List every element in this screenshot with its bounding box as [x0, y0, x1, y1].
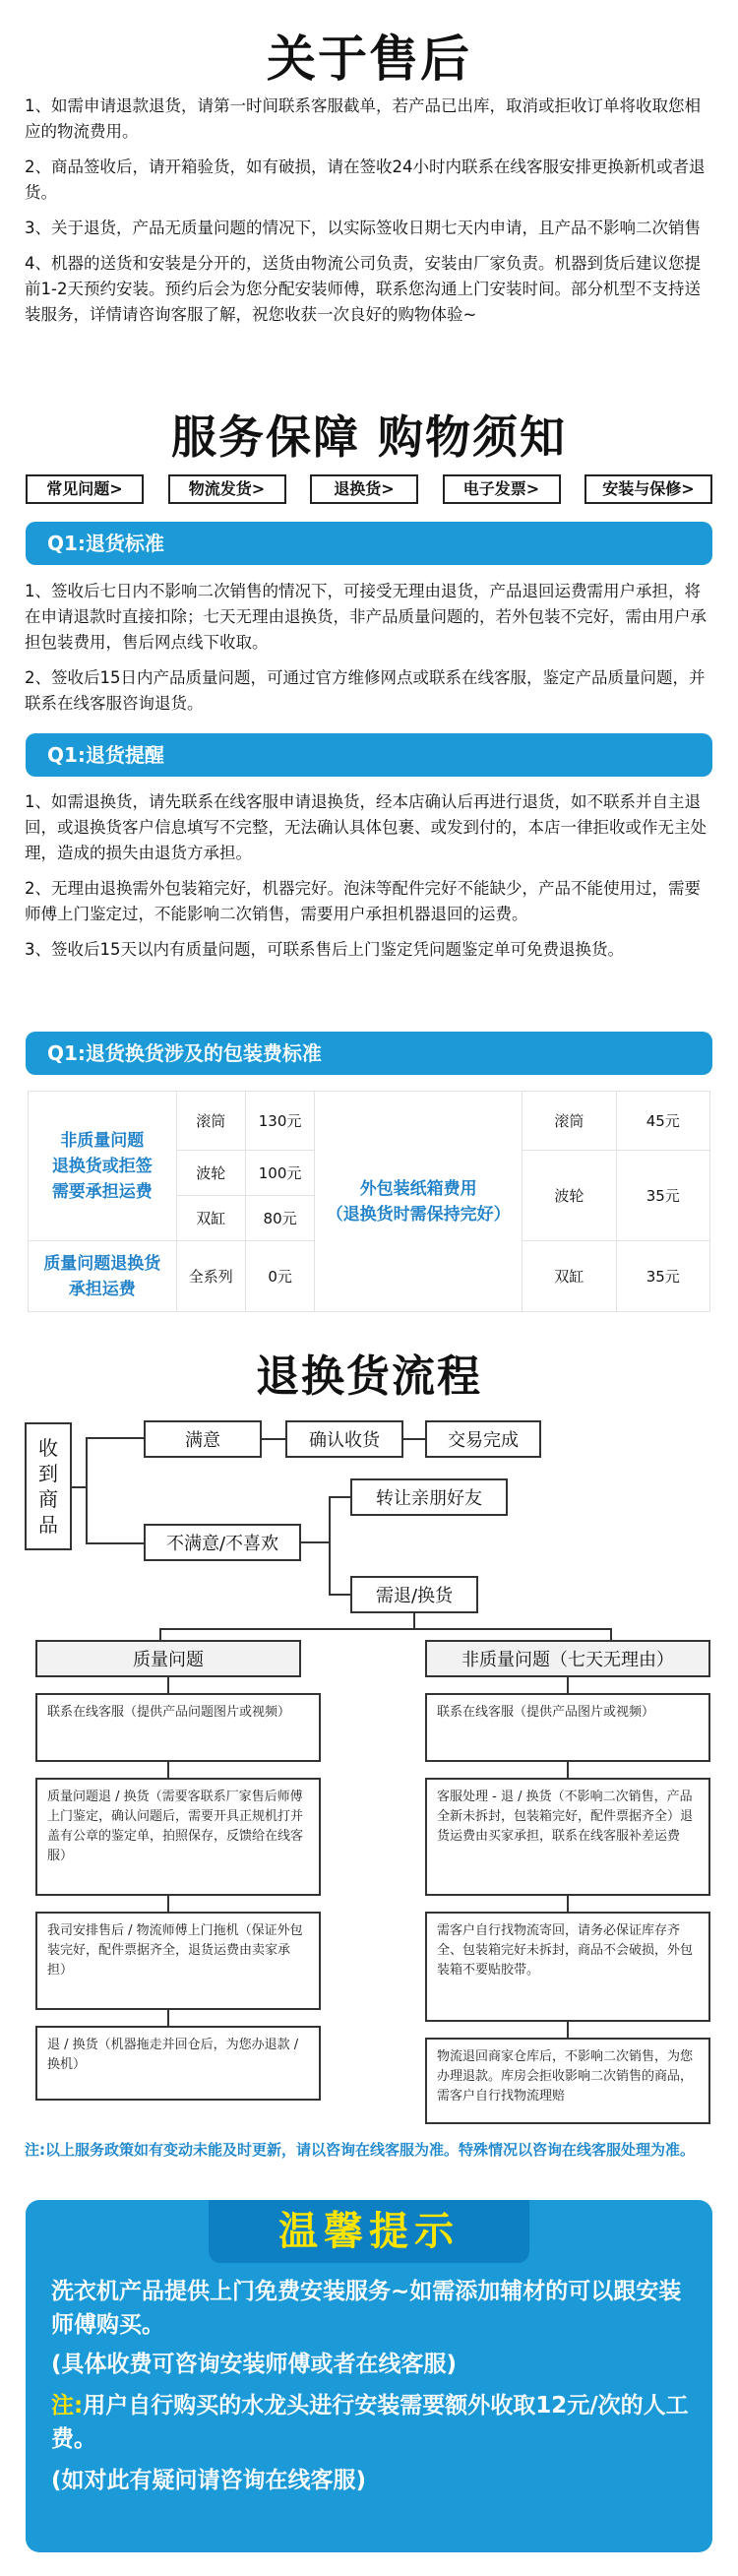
nav-install-warranty[interactable]: 安装与保修> — [584, 474, 712, 504]
q1-item: 2、签收后15日内产品质量问题，可通过官方维修网点或联系在线客服，鉴定产品质量问题，并联系在线客服咨询退货。 — [25, 668, 706, 713]
nav-shipping[interactable]: 物流发货> — [168, 474, 286, 504]
non-quality-label: 非质量问题 退换货或拒签 需要承担运费 — [29, 1092, 177, 1241]
flow-nq-step: 物流退回商家仓库后，不影响二次销售，为您办理退款。库房会拒收影响二次销售的商品，需客户自行找物流理赔 — [425, 2038, 710, 2124]
flow-connector — [610, 1628, 612, 1640]
tips-line: 洗衣机产品提供上门免费安装服务~如需添加辅材的可以跟安装师傅购买。 — [51, 2279, 682, 2338]
after-sale-item: 3、关于退货，产品无质量问题的情况下，以实际签收日期七天内申请，且产品不影响二次销售 — [25, 219, 701, 237]
cell-type: 波轮 — [176, 1151, 245, 1196]
cell-price: 35元 — [616, 1241, 709, 1312]
tips-note-text: 用户自行购买的水龙头进行安装需要额外收取12元/次的人工费。 — [51, 2393, 689, 2452]
nav-faq[interactable]: 常见问题> — [26, 474, 144, 504]
after-sale-item: 2、商品签收后，请开箱验货，如有破损，请在签收24小时内联系在线客服安排更换新机或者退货。 — [25, 157, 706, 202]
cell-type: 双缸 — [176, 1196, 245, 1241]
q2-item: 1、如需退换货，请先联系在线客服申请退换货，经本店确认后再进行退货，如不联系并自主退回，或退换货客户信息填写不完整，无法确认具体包裹、或发到付的，本店一律拒收或作无主处理，造成的损失由退货方承担。 — [25, 792, 707, 862]
service-nav — [0, 474, 738, 504]
flow-nq-step: 客服处理 - 退 / 换货（不影响二次销售，产品全新未拆封，包装箱完好，配件票据齐全）退货运费由买家承担，联系在线客服补差运费 — [425, 1778, 710, 1896]
tips-line: (如对此有疑问请咨询在线客服) — [51, 2468, 367, 2493]
cell-price: 45元 — [616, 1092, 709, 1151]
flow-q-step: 退 / 换货（机器拖走并回仓后，为您办退款 / 换机） — [35, 2026, 321, 2101]
flow-connector — [167, 1896, 169, 1912]
flow-connector — [159, 1628, 612, 1630]
outer-box-label: 外包装纸箱费用 （退换货时需保持完好） — [315, 1092, 523, 1312]
flow-connector — [567, 1896, 569, 1912]
cell-type: 全系列 — [176, 1241, 245, 1312]
flow-q-step: 我司安排售后 / 物流师傅上门拖机（保证外包装完好，配件票据齐全，退货运费由卖家承担） — [35, 1912, 321, 2010]
flow-title: 退换货流程 — [256, 1351, 482, 1402]
nav-returns[interactable]: 退换货> — [310, 474, 418, 504]
flow-connector — [567, 1677, 569, 1693]
service-title: 服务保障 购物须知 — [170, 410, 567, 464]
nav-invoice[interactable]: 电子发票> — [443, 474, 561, 504]
cell-price: 100元 — [245, 1151, 314, 1196]
q1-item: 1、签收后七日内不影响二次销售的情况下，可接受无理由退货，产品退回运费需用户承担，将在申请退款时直接扣除；七天无理由退换货，非产品质量问题的，若外包装不完好，需由用户承担包装费用，售后网点线下收取。 — [25, 582, 707, 652]
q1-header: Q1:退货标准 — [26, 522, 712, 565]
flow-q-step: 联系在线客服（提供产品问题图片或视频） — [35, 1693, 321, 1762]
q2-item: 3、签收后15天以内有质量问题，可联系售后上门鉴定凭问题鉴定单可免费退换货。 — [25, 940, 624, 959]
flow-confirm: 确认收货 — [285, 1420, 403, 1458]
flow-connector — [567, 1762, 569, 1778]
cell-type: 波轮 — [523, 1151, 616, 1241]
cell-price: 35元 — [616, 1151, 709, 1241]
flow-connector — [159, 1628, 161, 1640]
after-sale-title: 关于售后 — [267, 31, 471, 88]
flow-connector — [167, 2010, 169, 2026]
flow-nq-step: 需客户自行找物流寄回，请务必保证库存齐全、包装箱完好未拆封，商品不会破损，外包装箱不要贴胶带。 — [425, 1912, 710, 2022]
flow-received: 收 到 商 品 — [25, 1422, 72, 1550]
quality-label: 质量问题退换货 承担运费 — [29, 1241, 177, 1312]
cell-price: 130元 — [245, 1092, 314, 1151]
flow-satisfied: 满意 — [144, 1420, 262, 1458]
q2-header: Q1:退货提醒 — [26, 733, 712, 777]
after-sale-item: 4、机器的送货和安装是分开的，送货由物流公司负责，安装由厂家负责。机器到货后建议您提前1-2天预约安装。预约后会为您分配安装师傅，联系您沟通上门安装时间。部分机型不支持送装服务，详情请咨询客服了解，祝您收获一次良好的购物体验~ — [25, 254, 701, 324]
q1-content — [0, 579, 738, 726]
cell-price: 80元 — [245, 1196, 314, 1241]
flow-connector — [403, 1438, 425, 1440]
tips-line: (具体收费可咨询安装师傅或者在线客服) — [51, 2352, 458, 2377]
cell-price: 0元 — [245, 1241, 314, 1312]
cell-type: 滚筒 — [176, 1092, 245, 1151]
q2-item: 2、无理由退换需外包装箱完好，机器完好。泡沫等配件完好不能缺少，产品不能使用过，需要师傅上门鉴定过，不能影响二次销售，需要用户承担机器退回的运费。 — [25, 879, 701, 923]
flow-connector — [86, 1542, 145, 1544]
flow-connector — [329, 1594, 350, 1596]
flow-connector — [167, 1762, 169, 1778]
flow-connector — [301, 1541, 331, 1543]
tips-note-label: 注: — [51, 2393, 84, 2419]
tips-content — [51, 2275, 691, 2497]
flow-connector — [86, 1437, 145, 1439]
flow-need-return: 需退/换货 — [350, 1576, 478, 1613]
flow-connector — [413, 1613, 415, 1629]
q3-header: Q1:退货换货涉及的包装费标准 — [26, 1032, 712, 1075]
flow-connector — [72, 1486, 87, 1488]
flow-connector — [329, 1496, 331, 1595]
flow-connector — [329, 1496, 350, 1498]
cell-type: 双缸 — [523, 1241, 616, 1312]
tips-title-box: 温馨提示 — [209, 2200, 529, 2263]
flow-nq-step: 联系在线客服（提供产品图片或视频） — [425, 1693, 710, 1762]
after-sale-item: 1、如需申请退款退货，请第一时间联系客服截单，若产品已出库，取消或拒收订单将收取您相应的物流费用。 — [25, 96, 701, 141]
after-sale-section — [0, 94, 738, 338]
flow-unsatisfied: 不满意/不喜欢 — [144, 1524, 301, 1561]
flow-connector — [86, 1437, 88, 1543]
flow-transfer: 转让亲朋好友 — [350, 1478, 508, 1516]
tips-panel — [26, 2200, 712, 2552]
flow-q-step: 质量问题退 / 换货（需要客联系厂家售后师傅上门鉴定，确认问题后，需要开具正规机打并盖有公章的鉴定单，拍照保存，反馈给在线客服） — [35, 1778, 321, 1896]
flow-connector — [167, 1677, 169, 1693]
cell-type: 滚筒 — [523, 1092, 616, 1151]
flow-done: 交易完成 — [425, 1420, 541, 1458]
q2-content — [0, 789, 738, 973]
policy-note: 注:以上服务政策如有变动未能及时更新，请以咨询在线客服为准。特殊情况以咨询在线客服处理为准。 — [25, 2141, 696, 2159]
tips-line — [51, 2389, 691, 2456]
flow-connector — [567, 2022, 569, 2038]
flow-connector — [262, 1438, 285, 1440]
packaging-table — [28, 1091, 710, 1312]
flow-nonquality: 非质量问题（七天无理由） — [425, 1640, 710, 1677]
packaging-table-wrap — [0, 1091, 738, 1312]
flow-quality: 质量问题 — [35, 1640, 301, 1677]
